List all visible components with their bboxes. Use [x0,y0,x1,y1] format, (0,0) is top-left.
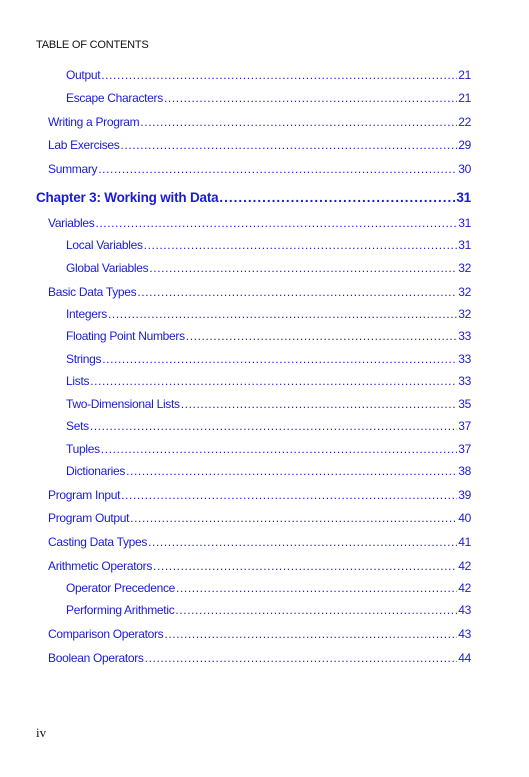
toc-entry-label: Performing Arithmetic [66,603,175,617]
toc-entry-operator-precedence[interactable] [66,581,471,595]
toc-entry-page: 31 [458,216,471,230]
dot-leader [95,216,457,230]
toc-entry-sets[interactable] [66,419,471,433]
toc-entry-comparison-operators[interactable] [48,627,471,641]
dot-leader [153,559,457,573]
toc-entry-page: 21 [458,68,471,82]
dot-leader [148,535,457,549]
toc-entry-label: Basic Data Types [48,285,137,299]
toc-entry-page: 33 [458,329,471,343]
toc-entry-page: 31 [458,238,471,252]
dot-leader [101,442,457,456]
dot-leader [186,329,457,343]
toc-entry-page: 43 [458,627,471,641]
toc-entry-label: Operator Precedence [66,581,176,595]
toc-entry-label: Arithmetic Operators [48,559,153,573]
toc-entry-label: Global Variables [66,261,149,275]
toc-entry-label: Dictionaries [66,464,126,478]
toc-entry-page: 29 [458,138,471,152]
dot-leader [144,238,458,252]
dot-leader [102,352,457,366]
dot-leader [90,374,457,388]
toc-entry-lists[interactable] [66,374,471,388]
toc-entry-label: Program Output [48,511,130,525]
toc-entry-page: 30 [458,162,471,176]
toc-entry-global-variables[interactable] [66,261,471,275]
dot-leader [130,511,457,525]
dot-leader [149,261,457,275]
toc-entry-page: 21 [458,91,471,105]
toc-entry-label: Sets [66,419,89,433]
toc-entry-label: Local Variables [66,238,143,252]
toc-entry-escape-characters[interactable] [66,91,471,105]
toc-entry-page: 32 [458,285,471,299]
toc-entry-local-variables[interactable] [66,238,471,252]
dot-leader [90,419,457,433]
toc-entry-lab-exercises[interactable] [48,138,471,152]
toc-entry-label: Summary [48,162,98,176]
dot-leader [145,651,458,665]
dot-leader [219,190,455,205]
toc-entry-variables[interactable] [48,216,471,230]
toc-entry-label: Output [66,68,101,82]
dot-leader [108,307,457,321]
toc-entry-two-dimensional-lists[interactable] [66,397,471,411]
toc-entry-label: Escape Characters [66,91,163,105]
toc-entry-page: 22 [458,115,471,129]
dot-leader [98,162,457,176]
toc-entry-label: Comparison Operators [48,627,164,641]
toc-entry-basic-data-types[interactable] [48,285,471,299]
toc-entry-integers[interactable] [66,307,471,321]
toc-entry-page: 33 [458,374,471,388]
dot-leader [137,285,457,299]
toc-entry-program-output[interactable] [48,511,471,525]
toc-chapter-label: Chapter 3: Working with Data [36,190,219,205]
toc-entry-page: 39 [458,488,471,502]
toc-entry-label: Variables [48,216,95,230]
dot-leader [164,91,457,105]
toc-entry-page: 32 [458,261,471,275]
toc-entry-casting-data-types[interactable] [48,535,471,549]
toc-entry-page: 43 [458,603,471,617]
toc-entry-label: Two-Dimensional Lists [66,397,180,411]
toc-entry-page: 40 [458,511,471,525]
toc-entry-summary[interactable] [48,162,471,176]
toc-entry-program-input[interactable] [48,488,471,502]
toc-entry-label: Integers [66,307,107,321]
toc-entry-label: Floating Point Numbers [66,329,185,343]
toc-entry-page: 37 [458,442,471,456]
toc-entry-page: 42 [458,559,471,573]
toc-entry-performing-arithmetic[interactable] [66,603,471,617]
dot-leader [101,68,457,82]
toc-entry-boolean-operators[interactable] [48,651,471,665]
toc-entry-label: Lists [66,374,90,388]
toc-entry-page: 35 [458,397,471,411]
toc-chapter-page: 31 [456,190,471,205]
toc-entry-label: Casting Data Types [48,535,148,549]
dot-leader [140,115,457,129]
toc-entry-dictionaries[interactable] [66,464,471,478]
toc-entry-label: Tuples [66,442,100,456]
toc-entry-label: Boolean Operators [48,651,144,665]
toc-chapter-3[interactable] [36,190,471,205]
toc-entry-page: 38 [458,464,471,478]
dot-leader [176,581,457,595]
toc-entry-floating-point-numbers[interactable] [66,329,471,343]
toc-entry-page: 37 [458,419,471,433]
toc-entry-page: 41 [458,535,471,549]
toc-entry-page: 32 [458,307,471,321]
toc-entry-label: Writing a Program [48,115,140,129]
page-number: iv [36,725,47,740]
toc-entry-page: 33 [458,352,471,366]
dot-leader [120,138,457,152]
dot-leader [181,397,458,411]
toc-entry-page: 42 [458,581,471,595]
toc-entry-strings[interactable] [66,352,471,366]
toc-entry-label: Strings [66,352,102,366]
toc-entry-tuples[interactable] [66,442,471,456]
toc-entry-page: 44 [458,651,471,665]
toc-entry-label: Program Input [48,488,121,502]
toc-entry-label: Lab Exercises [48,138,120,152]
toc-entry-writing-a-program[interactable] [48,115,471,129]
dot-leader [126,464,457,478]
running-header: TABLE OF CONTENTS [36,39,149,51]
dot-leader [121,488,457,502]
toc-entry-output[interactable] [66,68,471,82]
dot-leader [164,627,457,641]
dot-leader [175,603,457,617]
toc-entry-arithmetic-operators[interactable] [48,559,471,573]
